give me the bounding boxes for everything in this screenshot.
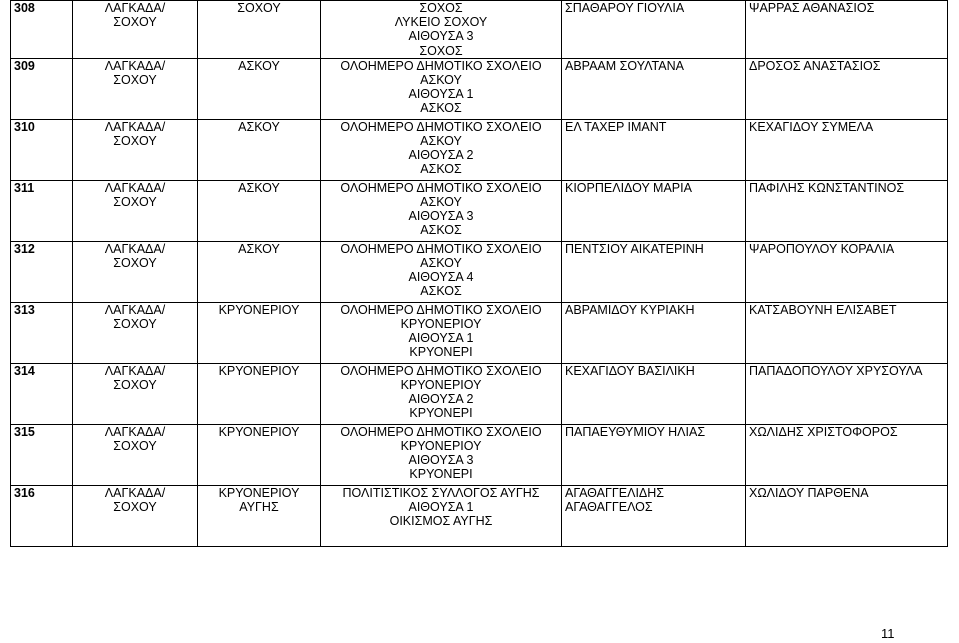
municipality-line: ΣΟΧΟΥ xyxy=(113,15,157,30)
polling-location-line: ΟΛΟΗΜΕΡΟ ΔΗΜΟΤΙΚΟ ΣΧΟΛΕΙΟ xyxy=(340,119,542,134)
polling-stations-table xyxy=(10,0,948,547)
station-number-cell xyxy=(11,119,73,180)
representative-name-line: ΕΛ ΤΑΧΕΡ ΙΜΑΝΤ xyxy=(565,119,667,134)
representative-name-cell xyxy=(562,302,746,363)
municipal-unit-line: ΚΡΥΟΝΕΡΙΟΥ xyxy=(218,302,300,317)
representative-name-line: ΑΒΡΑΑΜ ΣΟΥΛΤΑΝΑ xyxy=(565,58,684,73)
polling-location-line: ΟΛΟΗΜΕΡΟ ΔΗΜΟΤΙΚΟ ΣΧΟΛΕΙΟ xyxy=(340,180,542,195)
polling-location-line: ΟΛΟΗΜΕΡΟ ΔΗΜΟΤΙΚΟ ΣΧΟΛΕΙΟ xyxy=(340,302,542,317)
polling-location-line: ΑΙΘΟΥΣΑ 3 xyxy=(408,453,474,468)
municipality-cell xyxy=(73,241,198,302)
substitute-name-line: ΨΑΡΟΠΟΥΛΟΥ ΚΟΡΑΛΙΑ xyxy=(749,241,895,256)
municipality-line: ΛΑΓΚΑΔΑ/ xyxy=(104,302,166,317)
representative-name-cell xyxy=(562,485,746,546)
representative-name-line: ΚΕΧΑΓΙΔΟΥ ΒΑΣΙΛΙΚΗ xyxy=(565,363,695,378)
polling-location-line: ΚΡΥΟΝΕΡΙ xyxy=(409,345,473,360)
polling-location-line: ΑΙΘΟΥΣΑ 1 xyxy=(408,500,474,515)
table-row xyxy=(11,241,948,302)
representative-name-cell xyxy=(562,58,746,119)
polling-location-line: ΟΙΚΙΣΜΟΣ ΑΥΓΗΣ xyxy=(389,514,493,529)
polling-location-line: ΑΙΘΟΥΣΑ 2 xyxy=(408,392,474,407)
municipality-line: ΛΑΓΚΑΔΑ/ xyxy=(104,1,166,15)
representative-name-line: ΚΙΟΡΠΕΛΙΔΟΥ ΜΑΡΙΑ xyxy=(565,180,692,195)
substitute-name-line: ΧΩΛΙΔΗΣ ΧΡΙΣΤΟΦΟΡΟΣ xyxy=(749,424,898,439)
representative-name-line: ΣΠΑΘΑΡΟΥ ΓΙΟΥΛΙΑ xyxy=(565,1,685,15)
municipality-line: ΛΑΓΚΑΔΑ/ xyxy=(104,58,166,73)
municipal-unit-line: ΚΡΥΟΝΕΡΙΟΥ xyxy=(218,485,300,500)
municipal-unit-cell xyxy=(198,241,321,302)
polling-location-line: ΑΣΚΟΥ xyxy=(420,134,462,149)
municipality-line: ΣΟΧΟΥ xyxy=(113,256,157,271)
station-number-cell xyxy=(11,180,73,241)
municipality-line: ΛΑΓΚΑΔΑ/ xyxy=(104,424,166,439)
polling-location-line: ΚΡΥΟΝΕΡΙ xyxy=(409,406,473,421)
municipality-cell xyxy=(73,363,198,424)
station-number-cell xyxy=(11,1,73,59)
municipal-unit-line: ΑΣΚΟΥ xyxy=(238,58,280,73)
municipality-line: ΣΟΧΟΥ xyxy=(113,317,157,332)
polling-location-cell xyxy=(321,180,562,241)
representative-name-cell xyxy=(562,119,746,180)
substitute-name-cell xyxy=(746,363,948,424)
municipality-line: ΛΑΓΚΑΔΑ/ xyxy=(104,119,166,134)
municipality-cell xyxy=(73,424,198,485)
municipal-unit-line: ΑΣΚΟΥ xyxy=(238,119,280,134)
polling-location-line: ΟΛΟΗΜΕΡΟ ΔΗΜΟΤΙΚΟ ΣΧΟΛΕΙΟ xyxy=(340,58,542,73)
municipality-line: ΣΟΧΟΥ xyxy=(113,195,157,210)
polling-location-line: ΛΥΚΕΙΟ ΣΟΧΟΥ xyxy=(394,15,488,30)
polling-location-line: ΑΙΘΟΥΣΑ 3 xyxy=(408,29,474,44)
table-row xyxy=(11,180,948,241)
municipal-unit-cell xyxy=(198,58,321,119)
substitute-name-cell xyxy=(746,241,948,302)
polling-location-line: ΑΣΚΟΥ xyxy=(420,73,462,88)
representative-name-cell xyxy=(562,363,746,424)
polling-location-line: ΑΙΘΟΥΣΑ 1 xyxy=(408,331,474,346)
polling-location-cell xyxy=(321,241,562,302)
municipal-unit-cell xyxy=(198,180,321,241)
station-number: 313 xyxy=(14,302,35,317)
substitute-name-cell xyxy=(746,58,948,119)
station-number: 316 xyxy=(14,485,35,500)
station-number-cell xyxy=(11,302,73,363)
station-number: 311 xyxy=(14,180,35,195)
polling-location-line: ΠΟΛΙΤΙΣΤΙΚΟΣ ΣΥΛΛΟΓΟΣ ΑΥΓΗΣ xyxy=(342,485,540,500)
polling-location-line: ΣΟΧΟΣ xyxy=(419,43,463,58)
station-number: 309 xyxy=(14,58,35,73)
polling-location-line: ΑΙΘΟΥΣΑ 2 xyxy=(408,148,474,163)
substitute-name-cell xyxy=(746,119,948,180)
municipality-line: ΛΑΓΚΑΔΑ/ xyxy=(104,180,166,195)
municipality-cell xyxy=(73,119,198,180)
polling-location-line: ΑΣΚΟΥ xyxy=(420,195,462,210)
municipal-unit-cell xyxy=(198,363,321,424)
station-number-cell xyxy=(11,363,73,424)
polling-location-cell xyxy=(321,485,562,546)
station-number: 308 xyxy=(14,1,35,15)
municipal-unit-line: ΚΡΥΟΝΕΡΙΟΥ xyxy=(218,424,300,439)
polling-location-line: ΑΙΘΟΥΣΑ 3 xyxy=(408,209,474,224)
municipality-cell xyxy=(73,58,198,119)
table-row xyxy=(11,1,948,59)
municipality-line: ΛΑΓΚΑΔΑ/ xyxy=(104,485,166,500)
substitute-name-line: ΠΑΠΑΔΟΠΟΥΛΟΥ ΧΡΥΣΟΥΛΑ xyxy=(749,363,923,378)
polling-location-line: ΑΙΘΟΥΣΑ 4 xyxy=(408,270,474,285)
polling-location-cell xyxy=(321,1,562,59)
polling-location-line: ΣΟΧΟΣ xyxy=(419,1,463,15)
substitute-name-line: ΚΑΤΣΑΒΟΥΝΗ ΕΛΙΣΑΒΕΤ xyxy=(749,302,897,317)
municipal-unit-cell xyxy=(198,302,321,363)
municipality-line: ΛΑΓΚΑΔΑ/ xyxy=(104,363,166,378)
representative-name-cell xyxy=(562,1,746,59)
substitute-name-line: ΨΑΡΡΑΣ ΑΘΑΝΑΣΙΟΣ xyxy=(749,1,875,15)
representative-name-cell xyxy=(562,241,746,302)
representative-name-line: ΠΕΝΤΣΙΟΥ ΑΙΚΑΤΕΡΙΝΗ xyxy=(565,241,704,256)
municipal-unit-line: ΑΣΚΟΥ xyxy=(238,241,280,256)
municipality-cell xyxy=(73,485,198,546)
substitute-name-cell xyxy=(746,302,948,363)
page-number: 11 xyxy=(881,626,895,641)
municipality-cell xyxy=(73,180,198,241)
municipality-line: ΣΟΧΟΥ xyxy=(113,439,157,454)
table-row xyxy=(11,302,948,363)
municipality-line: ΣΟΧΟΥ xyxy=(113,500,157,515)
polling-location-line: ΟΛΟΗΜΕΡΟ ΔΗΜΟΤΙΚΟ ΣΧΟΛΕΙΟ xyxy=(340,424,542,439)
substitute-name-line: ΔΡΟΣΟΣ ΑΝΑΣΤΑΣΙΟΣ xyxy=(749,58,881,73)
polling-location-line: ΑΙΘΟΥΣΑ 1 xyxy=(408,87,474,102)
municipal-unit-line: ΑΣΚΟΥ xyxy=(238,180,280,195)
table-row xyxy=(11,58,948,119)
representative-name-line: ΑΓΑΘΑΓΓΕΛΙΔΗΣ xyxy=(565,485,665,500)
substitute-name-line: ΚΕΧΑΓΙΔΟΥ ΣΥΜΕΛΑ xyxy=(749,119,874,134)
polling-location-line: ΚΡΥΟΝΕΡΙΟΥ xyxy=(400,439,482,454)
polling-location-cell xyxy=(321,58,562,119)
polling-location-cell xyxy=(321,424,562,485)
station-number: 310 xyxy=(14,119,35,134)
table-row xyxy=(11,119,948,180)
station-number-cell xyxy=(11,485,73,546)
polling-location-line: ΑΣΚΟΣ xyxy=(420,223,462,238)
municipal-unit-cell xyxy=(198,1,321,59)
municipality-line: ΛΑΓΚΑΔΑ/ xyxy=(104,241,166,256)
municipality-line: ΣΟΧΟΥ xyxy=(113,134,157,149)
representative-name-line: ΑΒΡΑΜΙΔΟΥ ΚΥΡΙΑΚΗ xyxy=(565,302,695,317)
municipal-unit-cell xyxy=(198,119,321,180)
polling-location-line: ΚΡΥΟΝΕΡΙΟΥ xyxy=(400,378,482,393)
polling-location-line: ΟΛΟΗΜΕΡΟ ΔΗΜΟΤΙΚΟ ΣΧΟΛΕΙΟ xyxy=(340,241,542,256)
representative-name-cell xyxy=(562,180,746,241)
municipal-unit-cell xyxy=(198,424,321,485)
station-number-cell xyxy=(11,241,73,302)
representative-name-line: ΑΓΑΘΑΓΓΕΛΟΣ xyxy=(565,500,653,515)
polling-location-cell xyxy=(321,302,562,363)
substitute-name-cell xyxy=(746,1,948,59)
polling-location-line: ΚΡΥΟΝΕΡΙΟΥ xyxy=(400,317,482,332)
polling-location-line: ΑΣΚΟΣ xyxy=(420,101,462,116)
municipal-unit-cell xyxy=(198,485,321,546)
representative-name-line: ΠΑΠΑΕΥΘΥΜΙΟΥ ΗΛΙΑΣ xyxy=(565,424,706,439)
municipality-cell xyxy=(73,1,198,59)
polling-location-line: ΚΡΥΟΝΕΡΙ xyxy=(409,467,473,482)
municipality-line: ΣΟΧΟΥ xyxy=(113,378,157,393)
polling-location-line: ΑΣΚΟΣ xyxy=(420,162,462,177)
substitute-name-cell xyxy=(746,424,948,485)
municipal-unit-line: ΑΥΓΗΣ xyxy=(239,500,279,515)
station-number: 314 xyxy=(14,363,35,378)
municipality-cell xyxy=(73,302,198,363)
substitute-name-cell xyxy=(746,180,948,241)
substitute-name-line: ΧΩΛΙΔΟΥ ΠΑΡΘΕΝΑ xyxy=(749,485,869,500)
representative-name-cell xyxy=(562,424,746,485)
station-number: 315 xyxy=(14,424,35,439)
substitute-name-cell xyxy=(746,485,948,546)
station-number: 312 xyxy=(14,241,35,256)
municipal-unit-line: ΚΡΥΟΝΕΡΙΟΥ xyxy=(218,363,300,378)
municipal-unit-line: ΣΟΧΟΥ xyxy=(237,1,281,15)
polling-location-cell xyxy=(321,363,562,424)
table-row xyxy=(11,363,948,424)
station-number-cell xyxy=(11,424,73,485)
polling-location-cell xyxy=(321,119,562,180)
table-row xyxy=(11,424,948,485)
substitute-name-line: ΠΑΦΙΛΗΣ ΚΩΝΣΤΑΝΤΙΝΟΣ xyxy=(749,180,905,195)
polling-location-line: ΑΣΚΟΥ xyxy=(420,256,462,271)
polling-location-line: ΟΛΟΗΜΕΡΟ ΔΗΜΟΤΙΚΟ ΣΧΟΛΕΙΟ xyxy=(340,363,542,378)
polling-location-line: ΑΣΚΟΣ xyxy=(420,284,462,299)
table-row xyxy=(11,485,948,546)
municipality-line: ΣΟΧΟΥ xyxy=(113,73,157,88)
station-number-cell xyxy=(11,58,73,119)
